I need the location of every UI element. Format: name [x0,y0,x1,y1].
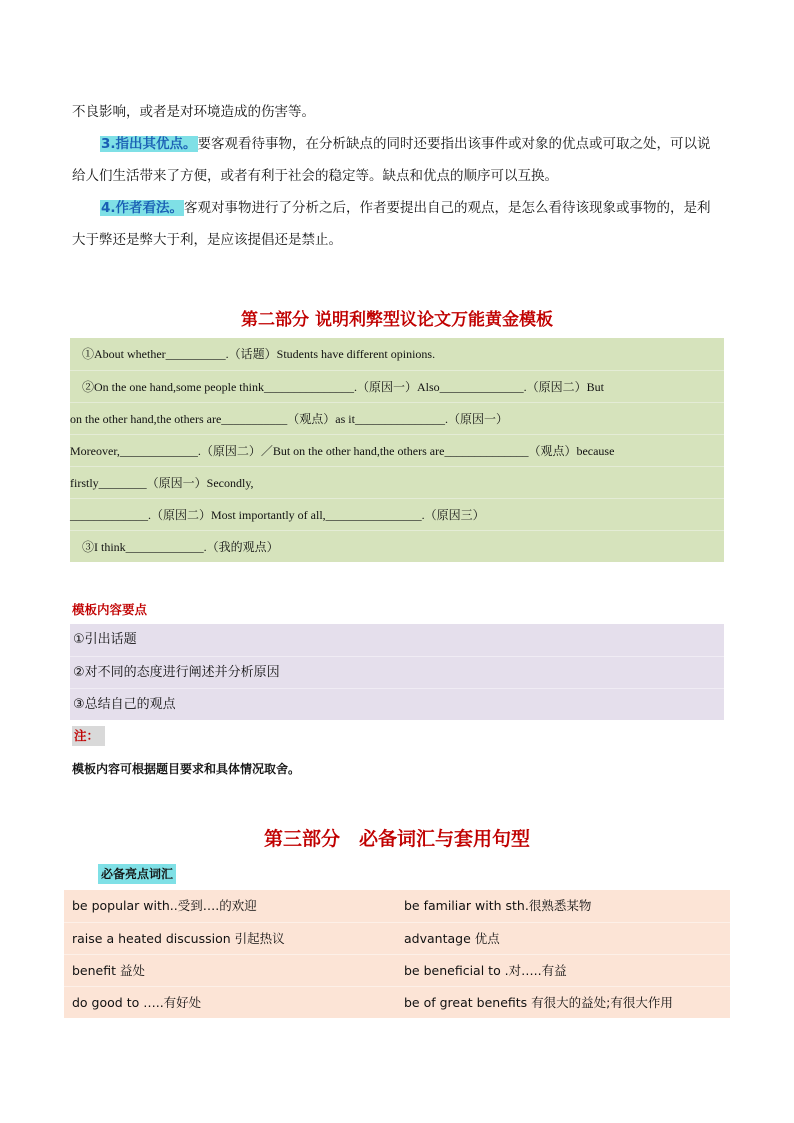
vocab-table [64,890,730,1018]
paragraph-text: 要客观看待事物，在分析缺点的同时还要指出该事件或对象的优点或可取之处，可以说 [197,136,711,152]
paragraph-line [72,192,722,224]
template-point: ①引出话题 [73,632,137,647]
vocab-cell: be beneficial to .对…..有益 [404,963,567,978]
paragraph-line [72,128,722,160]
vocab-cell: do good to …..有好处 [72,995,202,1010]
paragraph-continuation [72,96,722,128]
paragraph-text: 客观对事物进行了分析之后，作者要提出自己的观点，是怎么看待该现象或事物的，是利 [184,200,711,216]
section-three-title: 第三部分 必备词汇与套用句型 [263,828,530,850]
vocab-row [64,922,730,954]
template-line: on the other hand,the others are___________（观点）as it_______________.（原因一） [70,402,724,434]
template-line: Moreover,_____________.（原因二）／But on the other hand,the others are______________（观点）because [70,434,724,466]
vocab-row [64,890,730,922]
vocab-cell: raise a heated discussion 引起热议 [72,931,285,946]
vocab-cell: be of great benefits 有很大的益处;有很大作用 [404,995,673,1010]
template-box [70,338,724,562]
paragraph-text: 不良影响，或者是对环境造成的伤害等。 [72,104,315,120]
template-line: ②On the one hand,some people think_______________.（原因一）Also______________.（原因二）But [70,370,724,402]
vocab-label: 必备亮点词汇 [98,864,176,884]
paragraph-advantages [72,128,722,192]
vocab-cell: benefit 益处 [72,963,145,978]
template-line: ①About whether__________.（话题）Students have different opinions. [70,347,436,361]
section-two-title: 第二部分 说明利弊型议论文万能黄金模板 [241,310,553,330]
template-line: _____________.（原因二）Most importantly of all,________________.（原因三） [70,498,724,530]
template-points-label: 模板内容要点 [72,602,148,617]
paragraph-author-view [72,192,722,256]
author-view-label: 4.作者看法。 [101,200,184,216]
vocab-row [64,954,730,986]
note-text: 模板内容可根据题目要求和具体情况取舍。 [72,762,301,776]
note-label: 注： [72,726,105,746]
template-line: ③I think_____________.（我的观点） [70,530,724,562]
vocab-row [64,986,730,1018]
vocab-cell: advantage 优点 [404,931,500,946]
template-line: firstly________（原因一）Secondly, [70,466,724,498]
template-point: ②对不同的态度进行阐述并分析原因 [70,656,724,688]
paragraph-line: 给人们生活带来了方便，或者有利于社会的稳定等。缺点和优点的顺序可以互换。 [72,168,558,184]
vocab-cell: be familiar with sth.很熟悉某物 [404,898,592,913]
template-points-box [70,624,724,720]
vocab-cell: be popular with..受到….的欢迎 [72,898,257,913]
advantages-label: 3.指出其优点。 [101,136,197,152]
template-point: ③总结自己的观点 [70,688,724,720]
paragraph-line: 大于弊还是弊大于利，是应该提倡还是禁止。 [72,232,342,248]
